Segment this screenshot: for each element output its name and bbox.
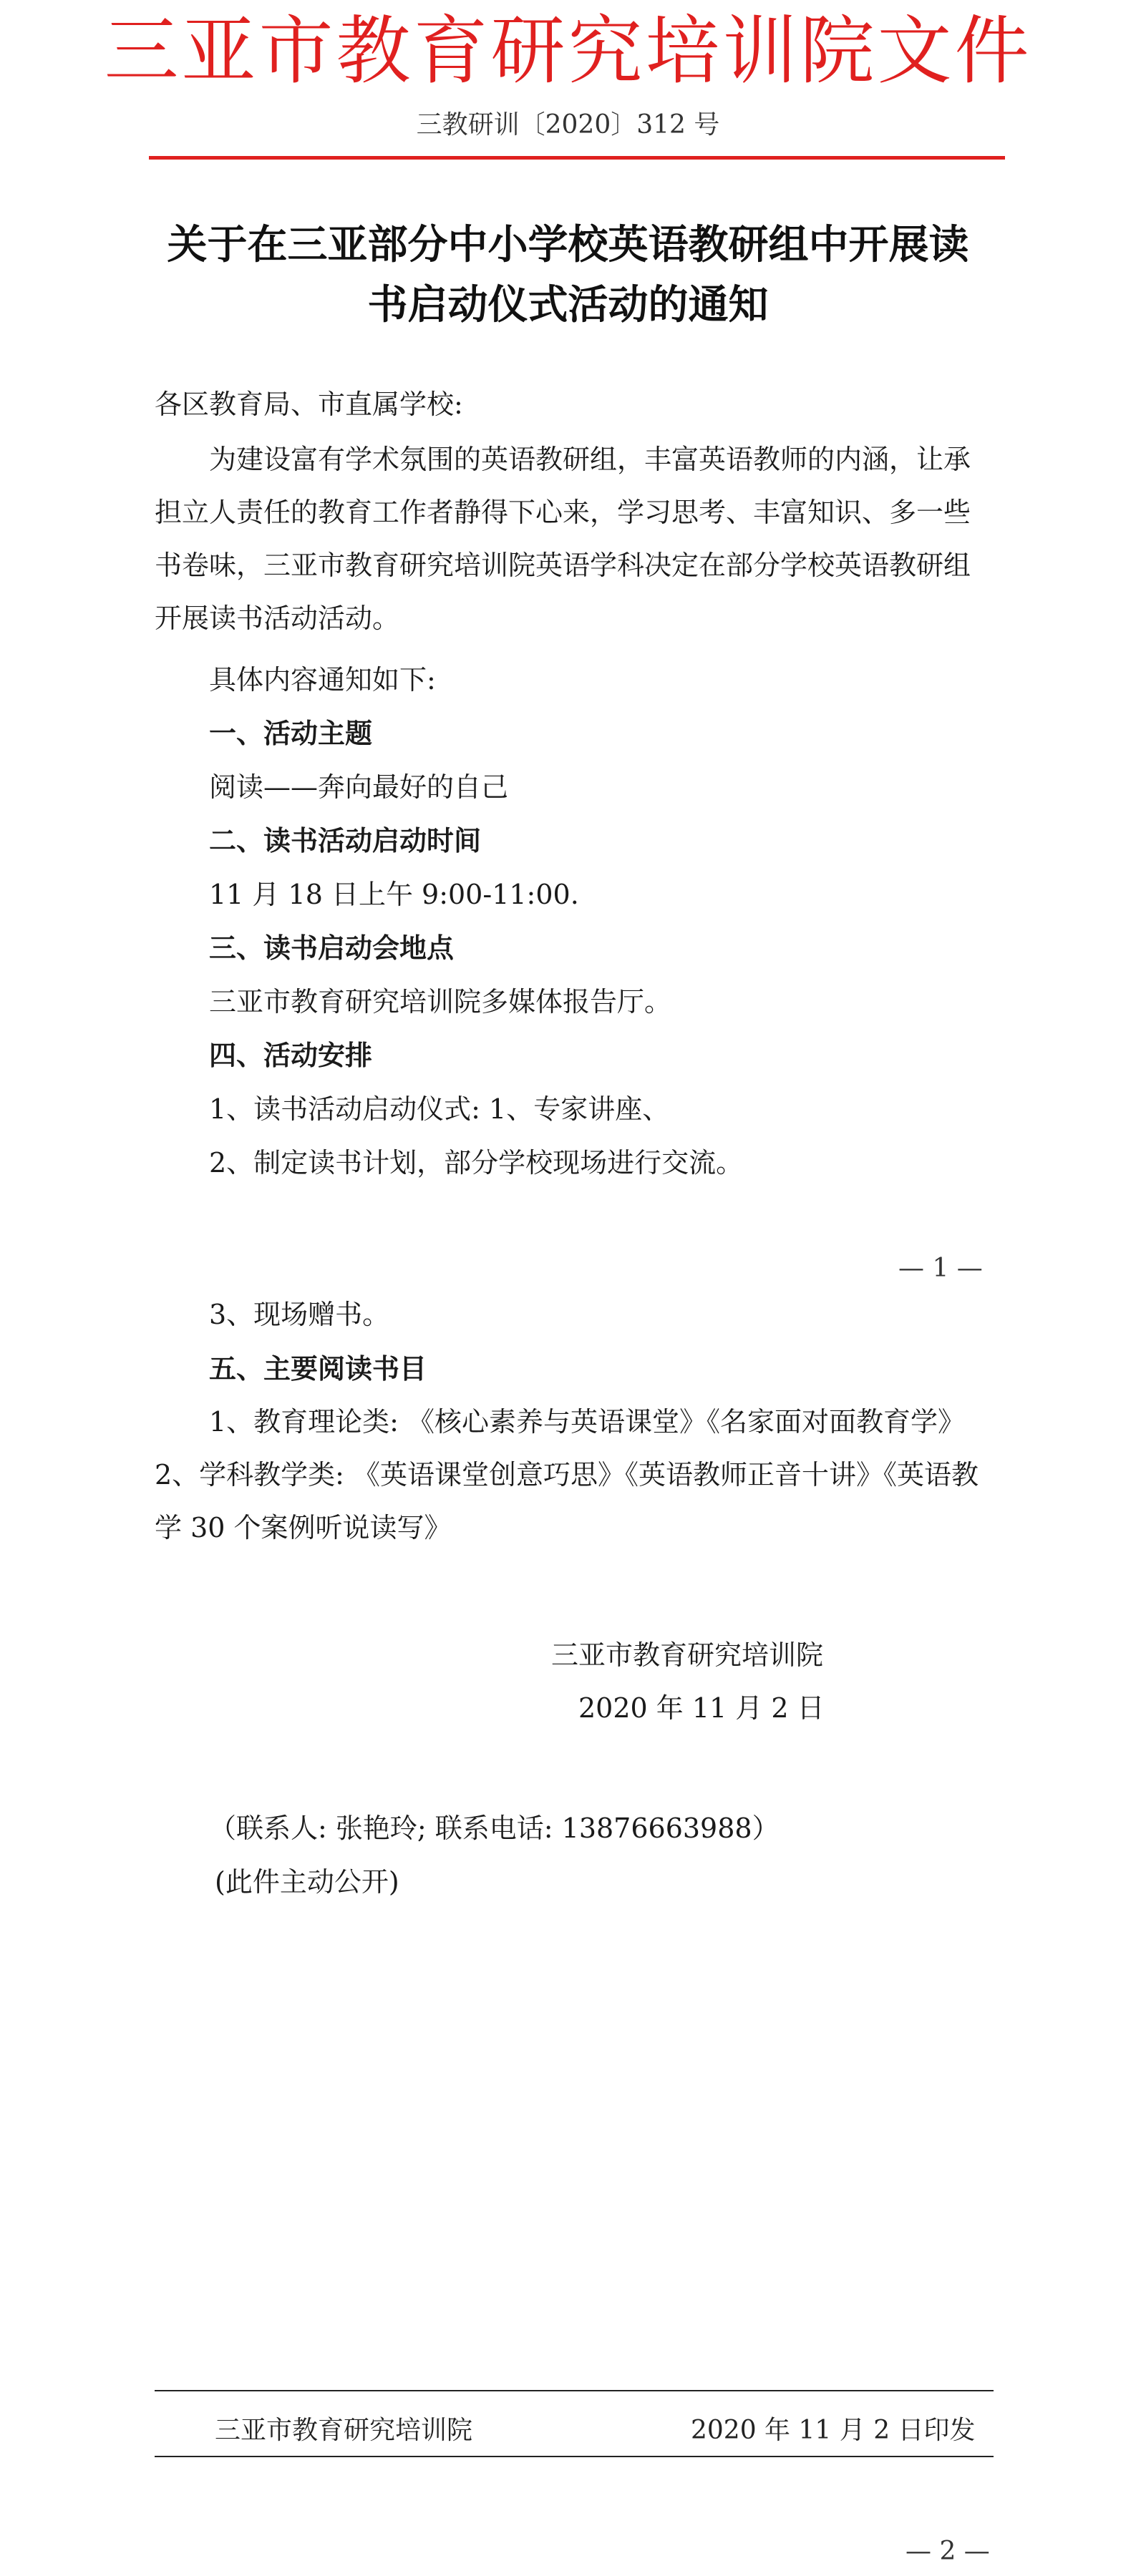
intro-paragraph: 为建设富有学术氛围的英语教研组，丰富英语教师的内涵，让承担立人责任的教育工作者静得下心来，学习思考、丰富知识、多一些书卷味，三亚市教育研究培训院英语学科决定在部分学校英语教研组开展读书活动活动。	[155, 444, 971, 634]
section2-heading: 二、读书活动启动时间	[209, 824, 482, 857]
lead-line: 具体内容通知如下:	[209, 664, 436, 696]
disclosure-note: (此件主动公开)	[215, 1866, 399, 1898]
section1-heading: 一、活动主题	[209, 717, 373, 749]
signature-date: 2020 年 11 月 2 日	[578, 1692, 825, 1724]
footer-bottom-rule	[155, 2456, 994, 2457]
signature-organization: 三亚市教育研究培训院	[551, 1639, 824, 1671]
footer-organization: 三亚市教育研究培训院	[215, 2416, 473, 2445]
page-number-2: — 2 —	[906, 2537, 990, 2566]
section3-heading: 三、读书启动会地点	[209, 932, 455, 964]
header-red-divider	[149, 156, 1005, 160]
notice-title	[122, 215, 1014, 335]
section5-book-list: 1、教育理论类: 《核心素养与英语课堂》《名家面对面教育学》 2、学科教学类: 《英语课堂创意巧思》《英语教师正音十讲》《英语教学 30 个案例听说读写》	[155, 1406, 979, 1543]
section4-heading: 四、活动安排	[209, 1039, 373, 1071]
document-header-title: 三亚市教育研究培训院文件	[104, 7, 1032, 94]
notice-title-line1: 关于在三亚部分中小学校英语教研组中开展读	[167, 221, 969, 268]
section4-item3: 3、现场赠书。	[209, 1299, 390, 1330]
section4-item2: 2、制定读书计划，部分学校现场进行交流。	[209, 1147, 744, 1179]
recipient-line: 各区教育局、市直属学校:	[155, 389, 463, 420]
section3-text: 三亚市教育研究培训院多媒体报告厅。	[209, 986, 672, 1018]
footer-top-rule	[155, 2390, 994, 2391]
footer-print-date: 2020 年 11 月 2 日印发	[691, 2416, 976, 2445]
section5-heading: 五、主要阅读书目	[209, 1352, 427, 1385]
notice-title-line2: 书启动仪式活动的通知	[367, 281, 769, 328]
page-number-1: — 1 —	[898, 1254, 983, 1283]
section1-text: 阅读——奔向最好的自己	[209, 771, 509, 803]
section2-text: 11 月 18 日上午 9:00-11:00.	[209, 879, 579, 910]
document-number: 三教研训〔2020〕312 号	[416, 110, 720, 140]
section4-item1: 1、读书活动启动仪式: 1、专家讲座、	[209, 1093, 670, 1125]
contact-info: （联系人: 张艳玲; 联系电话: 13876663988）	[209, 1813, 780, 1844]
